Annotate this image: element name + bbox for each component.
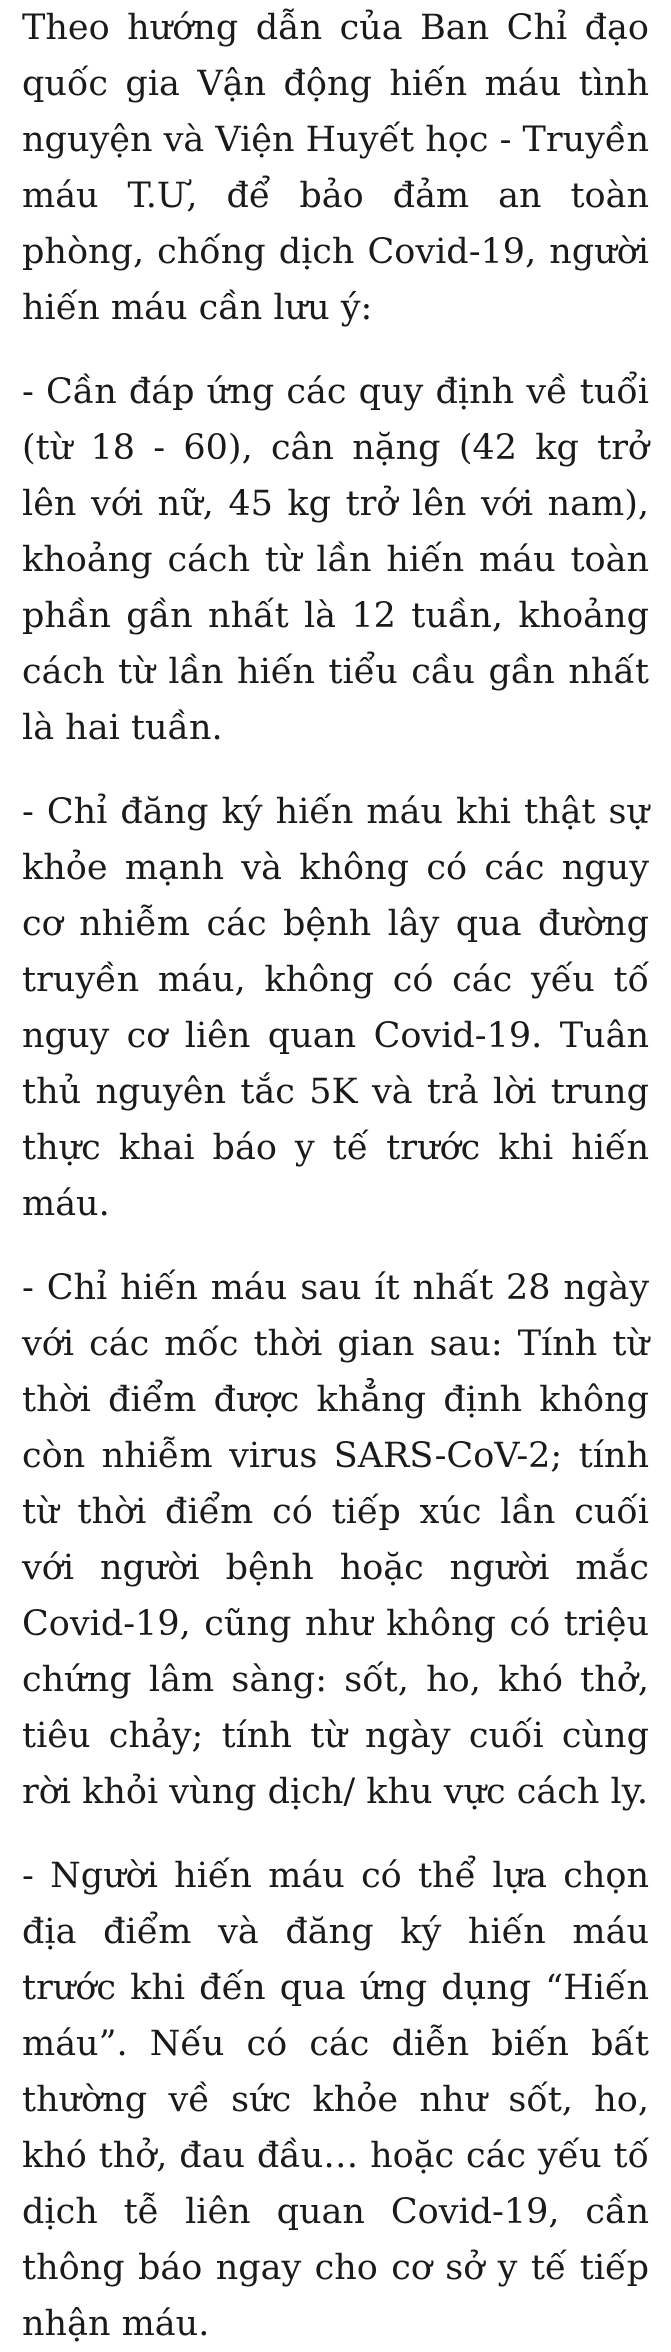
intro-paragraph: Theo hướng dẫn của Ban Chỉ đạo quốc gia Vận động hiến máu tình nguyện và Viện Huyết học - Truyền máu T.Ư, để bảo đảm an toàn phòng, chống dịch Covid-19, người hiến máu cần lưu ý: <box>22 8 649 328</box>
requirement-health-paragraph: - Chỉ đăng ký hiến máu khi thật sự khỏe mạnh và không có các nguy cơ nhiễm các bệnh lây qua đường truyền máu, không có các yếu tố nguy cơ liên quan Covid-19. Tuân thủ nguyên tắc 5K và trả lời trung thực khai báo y tế trước khi hiến máu. <box>22 792 649 1224</box>
requirement-waiting-period-paragraph: - Chỉ hiến máu sau ít nhất 28 ngày với các mốc thời gian sau: Tính từ thời điểm được khẳng định không còn nhiễm virus SARS-CoV-2; tính từ thời điểm có tiếp xúc lần cuối với người bệnh hoặc người mắc Covid-19, cũng như không có triệu chứng lâm sàng: sốt, ho, khó thở, tiêu chảy; tính từ ngày cuối cùng rời khỏi vùng dịch/ khu vực cách ly. <box>22 1268 649 1812</box>
registration-paragraph: - Người hiến máu có thể lựa chọn địa điểm và đăng ký hiến máu trước khi đến qua ứng dụng “Hiến máu”. Nếu có các diễn biến bất thường về sức khỏe như sốt, ho, khó thở, đau đầu… hoặc các yếu tố dịch tễ liên quan Covid-19, cần thông báo ngay cho cơ sở y tế tiếp nhận máu. <box>22 1856 649 2344</box>
requirement-age-weight-paragraph: - Cần đáp ứng các quy định về tuổi (từ 18 - 60), cân nặng (42 kg trở lên với nữ, 45 kg trở lên với nam), khoảng cách từ lần hiến máu toàn phần gần nhất là 12 tuần, khoảng cách từ lần hiến tiểu cầu gần nhất là hai tuần. <box>22 372 649 748</box>
